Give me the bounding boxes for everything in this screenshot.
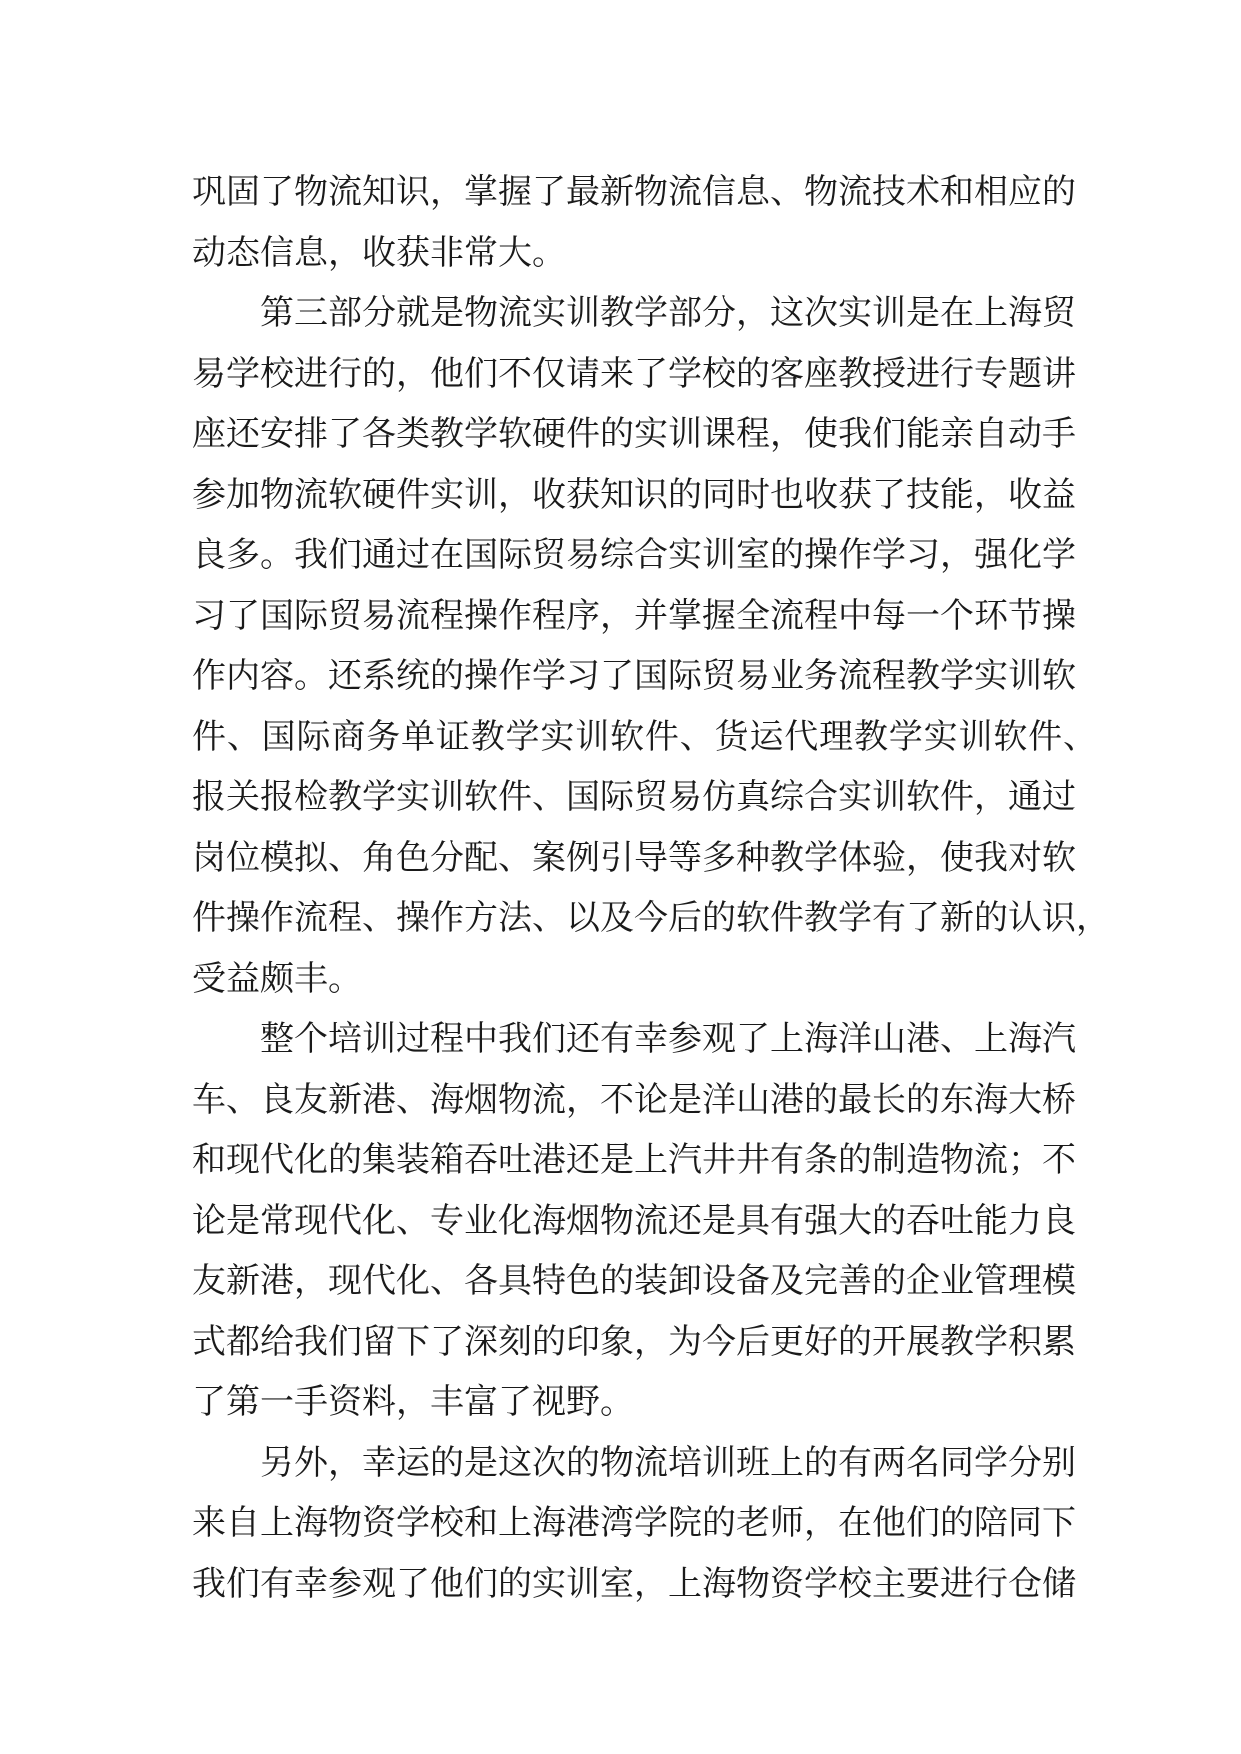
text-line: 岗位模拟、角色分配、案例引导等多种教学体验，使我对软 [192,837,1076,878]
text-line: 和现代化的集装箱吞吐港还是上汽井井有条的制造物流；不 [192,1140,1076,1180]
text-line: 参加物流软硬件实训，收获知识的同时也收获了技能，收益 [192,474,1076,515]
text-line: 受益颇丰。 [192,958,362,999]
text-line: 习了国际贸易流程操作程序，并掌握全流程中每一个环节操 [192,595,1076,636]
paragraph-first-line: 整个培训过程中我们还有幸参观了上海洋山港、上海汽 [260,1019,1076,1059]
text-line: 了第一手资料，丰富了视野。 [192,1382,634,1422]
text-line: 良多。我们通过在国际贸易综合实训室的操作学习，强化学 [192,535,1076,575]
text-line: 来自上海物资学校和上海港湾学院的老师，在他们的陪同下 [192,1503,1076,1543]
text-line: 车、良友新港、海烟物流，不论是洋山港的最长的东海大桥 [192,1079,1076,1120]
text-line: 件、国际商务单证教学实训软件、货运代理教学实训软件、 [192,716,1097,757]
text-line: 友新港，现代化、各具特色的装卸设备及完善的企业管理模 [192,1261,1076,1301]
paragraph-first-line: 第三部分就是物流实训教学部分，这次实训是在上海贸 [260,293,1076,333]
text-line: 报关报检教学实训软件、国际贸易仿真综合实训软件，通过 [192,777,1076,817]
text-line: 我们有幸参观了他们的实训室，上海物资学校主要进行仓储 [192,1563,1076,1604]
text-line: 易学校进行的，他们不仅请来了学校的客座教授进行专题讲 [192,353,1076,394]
text-line: 式都给我们留下了深刻的印象，为今后更好的开展教学积累 [192,1321,1076,1362]
text-line: 件操作流程、操作方法、以及今后的软件教学有了新的认识， [192,898,1110,938]
body-text [192,162,1110,1614]
text-line: 巩固了物流知识，掌握了最新物流信息、物流技术和相应的 [192,172,1076,212]
paragraph-first-line: 另外，幸运的是这次的物流培训班上的有两名同学分别 [260,1442,1076,1483]
text-line: 动态信息，收获非常大。 [192,232,566,273]
text-line: 论是常现代化、专业化海烟物流还是具有强大的吞吐能力良 [192,1200,1076,1241]
text-line: 座还安排了各类教学软硬件的实训课程，使我们能亲自动手 [192,414,1076,454]
text-line: 作内容。还系统的操作学习了国际贸易业务流程教学实训软 [192,656,1076,696]
